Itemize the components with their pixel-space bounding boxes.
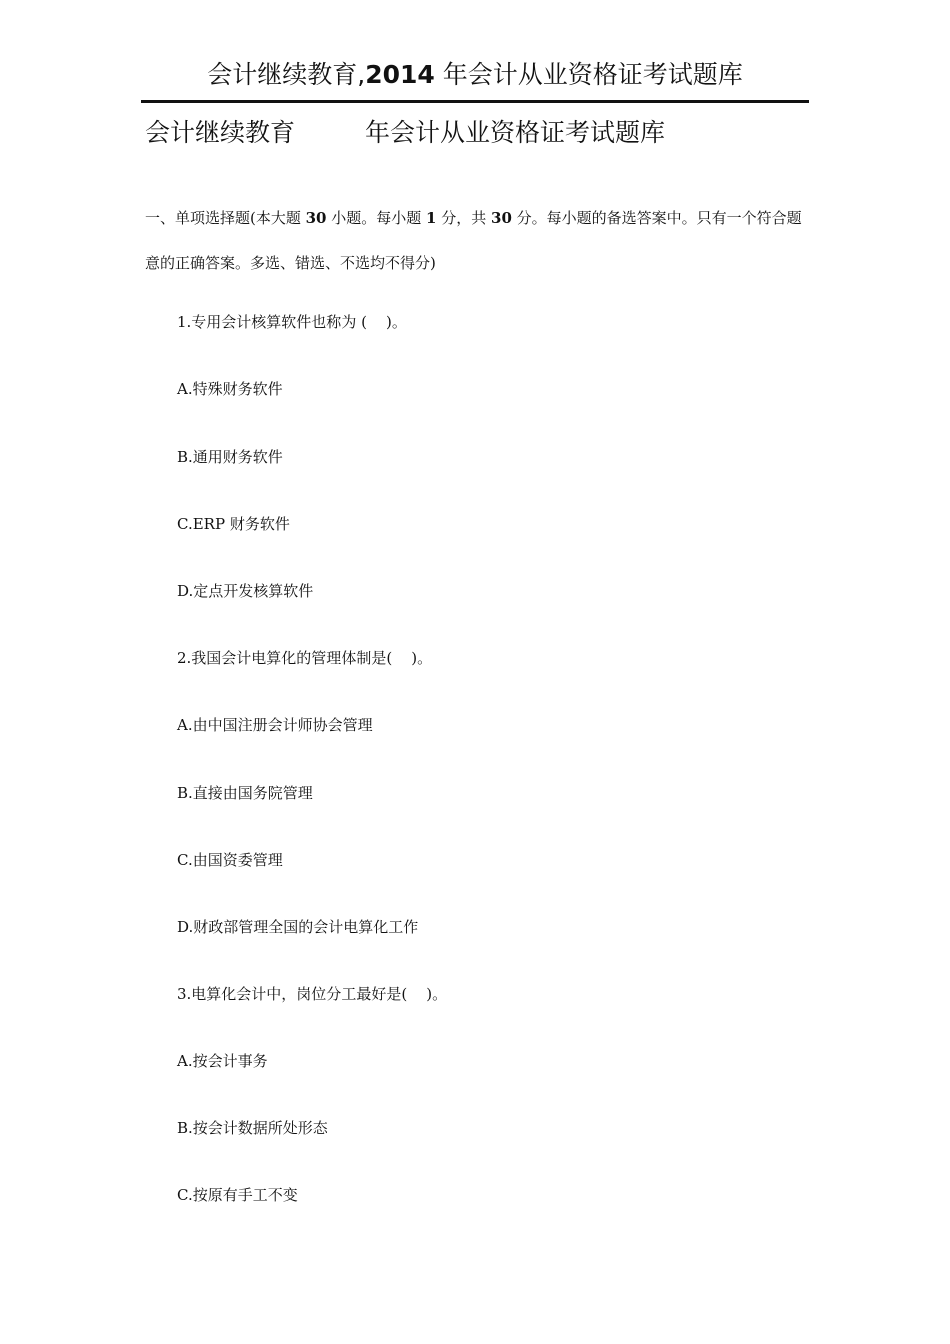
question-2-option-d: D.财政部管理全国的会计电算化工作	[177, 918, 419, 936]
question-1-option-d: D.定点开发核算软件	[177, 582, 314, 600]
question-3: 3.电算化会计中，岗位分工最好是( )。	[177, 985, 448, 1003]
header-title-year: 2014	[365, 60, 435, 89]
intro-points-total: 30	[491, 209, 512, 227]
section-intro	[145, 196, 810, 286]
question-1: 1.专用会计核算软件也称为 ( )。	[177, 313, 407, 331]
intro-question-count: 30	[305, 209, 327, 227]
document-title	[145, 116, 665, 150]
header-title-part-b: 年会计从业资格证考试题库	[434, 60, 743, 89]
intro-points-each: 1	[426, 209, 437, 227]
document-title-right: 年会计从业资格证考试题库	[365, 118, 666, 147]
intro-text-3: 分，共	[436, 209, 492, 227]
question-3-option-a: A.按会计事务	[177, 1052, 268, 1070]
question-2: 2.我国会计电算化的管理体制是( )。	[177, 649, 433, 667]
question-2-option-a: A.由中国注册会计师协会管理	[177, 716, 373, 734]
header-title-part-a: 会计继续教育,	[207, 60, 366, 89]
question-2-option-b: B.直接由国务院管理	[177, 784, 313, 802]
question-2-option-c: C.由国资委管理	[177, 851, 283, 869]
intro-text-2: 小题。每小题	[326, 209, 427, 227]
intro-text-1: 一、单项选择题(本大题	[145, 209, 306, 227]
header-divider	[141, 100, 809, 103]
question-1-option-b: B.通用财务软件	[177, 448, 283, 466]
document-title-left: 会计继续教育	[145, 118, 296, 147]
question-3-option-b: B.按会计数据所处形态	[177, 1119, 328, 1137]
question-1-option-c: C.ERP 财务软件	[177, 515, 290, 533]
question-1-option-a: A.特殊财务软件	[177, 380, 283, 398]
page-header	[0, 58, 950, 92]
question-3-option-c: C.按原有手工不变	[177, 1186, 298, 1204]
intro-text-4: 分。每小题的备选答案中。只有一个符合题意的正确答案。多选、错选、不选均不得分)	[145, 209, 802, 272]
